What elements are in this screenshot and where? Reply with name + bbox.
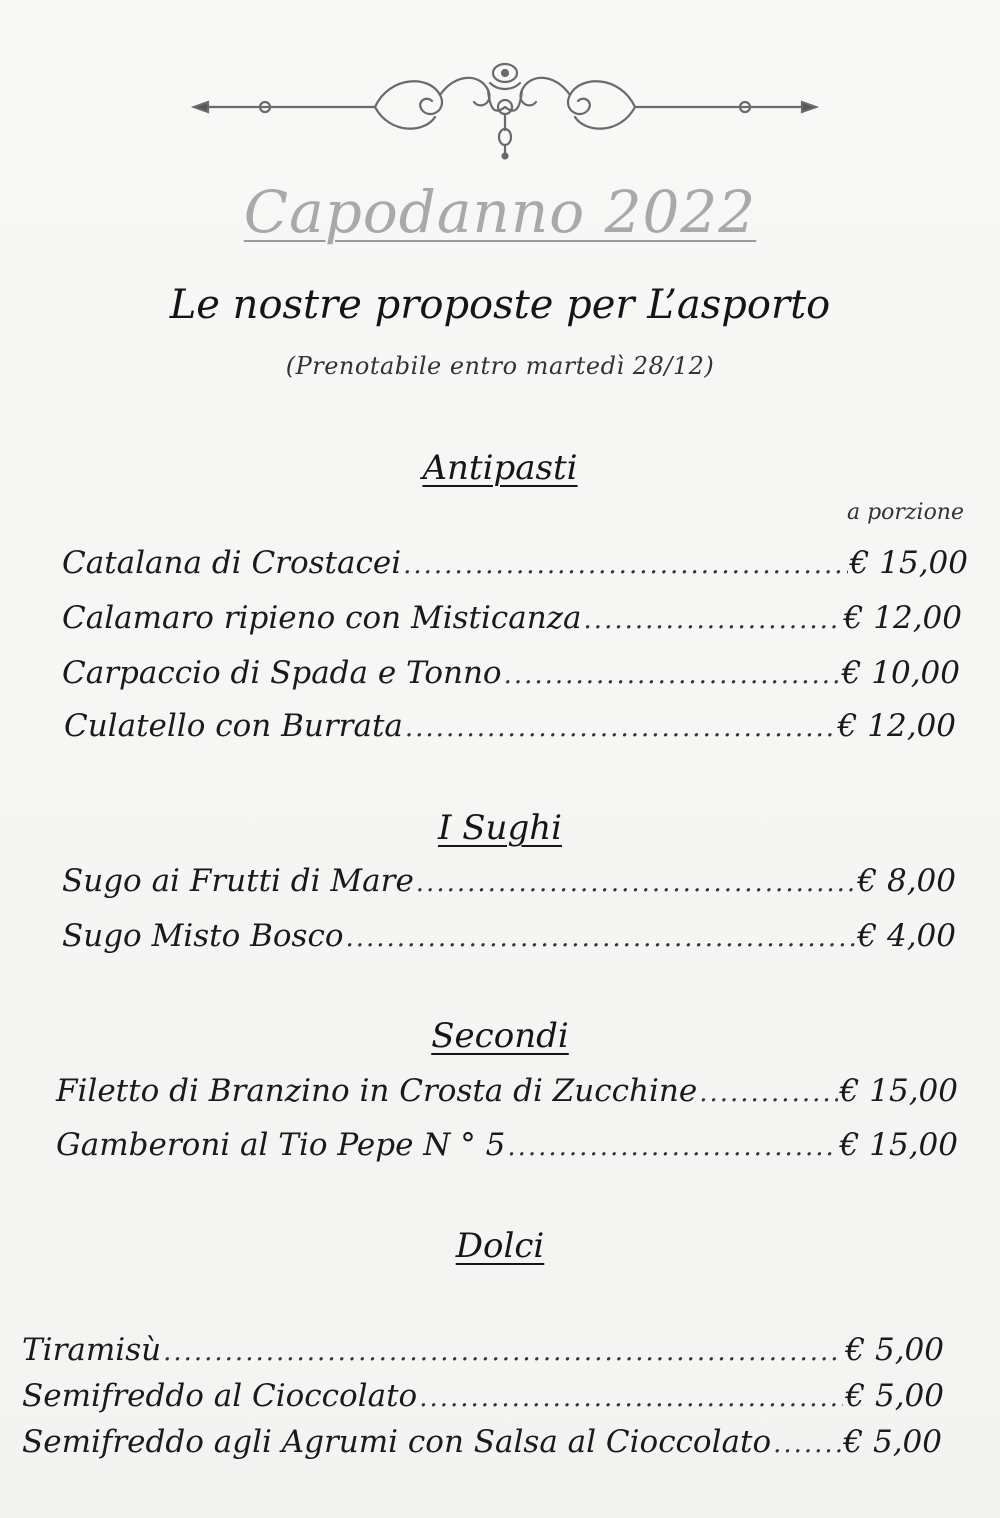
item-name: Gamberoni al Tio Pepe N ° 5 (56, 1127, 506, 1163)
item-price: € 8,00 (857, 863, 956, 899)
leader-dots (419, 1383, 843, 1413)
item-name: Filetto di Branzino in Crosta di Zucchine (56, 1073, 698, 1109)
item-name: Sugo ai Frutti di Mare (62, 863, 414, 899)
item-price: € 15,00 (849, 545, 968, 581)
item-name: Tiramisù (22, 1332, 162, 1368)
leader-dots (416, 868, 856, 898)
menu-item (62, 600, 962, 636)
menu-item (62, 655, 960, 691)
booking-note: (Prenotabile entro martedì 28/12) (285, 352, 715, 380)
leader-dots (345, 923, 855, 953)
section-title-secondi (0, 1016, 1000, 1056)
menu-item (62, 545, 968, 581)
menu-item (22, 1378, 944, 1414)
leader-dots (163, 1337, 843, 1367)
menu-item (22, 1424, 942, 1460)
leader-dots (507, 1132, 837, 1162)
section-title-text: Antipasti (422, 448, 578, 488)
menu-item (64, 708, 956, 744)
leader-dots (403, 550, 848, 580)
item-price: € 15,00 (839, 1127, 958, 1163)
item-name: Calamaro ripieno con Misticanza (62, 600, 582, 636)
menu-item (56, 1127, 958, 1163)
page-title (0, 178, 1000, 246)
item-name: Sugo Misto Bosco (62, 918, 344, 954)
section-title-dolci (0, 1226, 1000, 1266)
leader-dots (699, 1078, 837, 1108)
item-price: € 5,00 (843, 1424, 942, 1460)
item-name: Carpaccio di Spada e Tonno (62, 655, 502, 691)
item-price: € 5,00 (845, 1378, 944, 1414)
leader-dots (773, 1429, 841, 1459)
portion-note: a porzione (846, 500, 964, 525)
item-price: € 10,00 (841, 655, 960, 691)
title-text: Capodanno 2022 (243, 178, 757, 246)
section-title-text: Secondi (431, 1016, 569, 1056)
leader-dots (405, 713, 836, 743)
item-price: € 4,00 (857, 918, 956, 954)
item-name: Catalana di Crostacei (62, 545, 402, 581)
menu-item (56, 1073, 958, 1109)
section-title-antipasti (0, 448, 1000, 488)
item-price: € 12,00 (837, 708, 956, 744)
item-name: Culatello con Burrata (64, 708, 403, 744)
menu-item (62, 918, 956, 954)
item-name: Semifreddo agli Agrumi con Salsa al Cioccolato (22, 1424, 772, 1460)
item-price: € 15,00 (839, 1073, 958, 1109)
page-subtitle: Le nostre proposte per L’asporto (169, 282, 831, 328)
item-name: Semifreddo al Cioccolato (22, 1378, 418, 1414)
menu-item (22, 1332, 944, 1368)
item-price: € 12,00 (843, 600, 962, 636)
section-title-text: I Sughi (438, 808, 562, 848)
leader-dots (584, 605, 842, 635)
section-title-text: Dolci (455, 1226, 545, 1266)
item-price: € 5,00 (845, 1332, 944, 1368)
scroll-flourish-icon (190, 55, 820, 165)
section-title-sughi (0, 808, 1000, 848)
leader-dots (504, 660, 840, 690)
menu-item (62, 863, 956, 899)
